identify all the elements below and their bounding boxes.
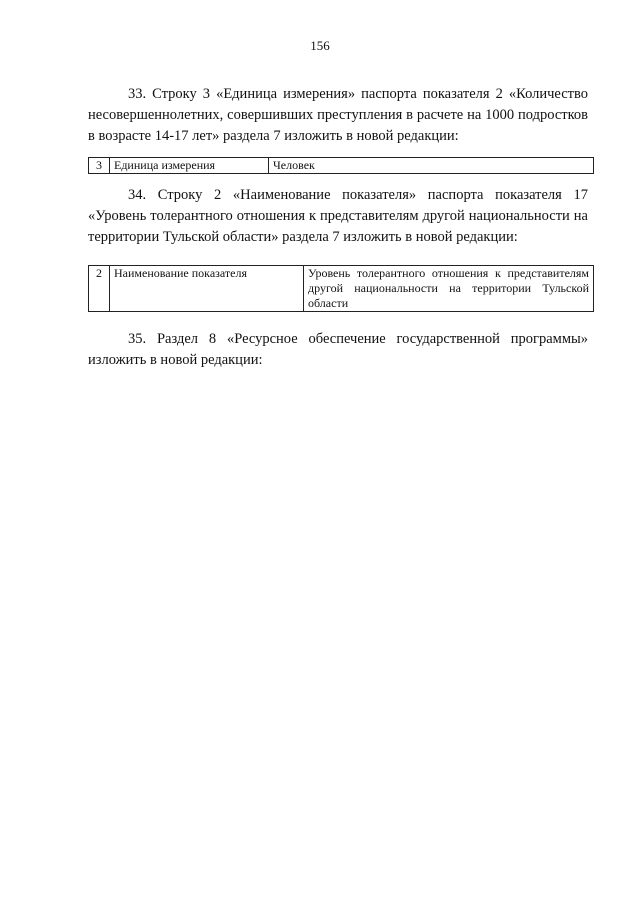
table-cell-value: Человек (269, 158, 594, 174)
table-cell-name: Единица измерения (110, 158, 269, 174)
paragraph-item-35: 35. Раздел 8 «Ресурсное обеспечение государственной программы» изложить в новой редакции: (88, 331, 588, 368)
table-item-34 (88, 265, 594, 312)
table-item-33 (88, 157, 594, 174)
page-number: 156 (310, 38, 330, 53)
table-cell-name: Наименование показателя (110, 266, 304, 312)
table-row (89, 158, 594, 174)
paragraph-item-33: 33. Строку 3 «Единица измерения» паспорта показателя 2 «Количество несовершеннолетних, совершивших преступления в расчете на 1000 подростков в возрасте 14-17 лет» раздела 7 изложить в новой редакции: (88, 86, 588, 144)
table-cell-number: 2 (89, 266, 110, 312)
table-cell-number: 3 (89, 158, 110, 174)
table-row (89, 266, 594, 312)
table-cell-value: Уровень толерантного отношения к представителям другой национальности на территории Тульской области (304, 266, 594, 312)
paragraph-item-34: 34. Строку 2 «Наименование показателя» паспорта показателя 17 «Уровень толерантного отношения к представителям другой национальности на территории Тульской области» раздела 7 изложить в новой редакции: (88, 187, 588, 245)
